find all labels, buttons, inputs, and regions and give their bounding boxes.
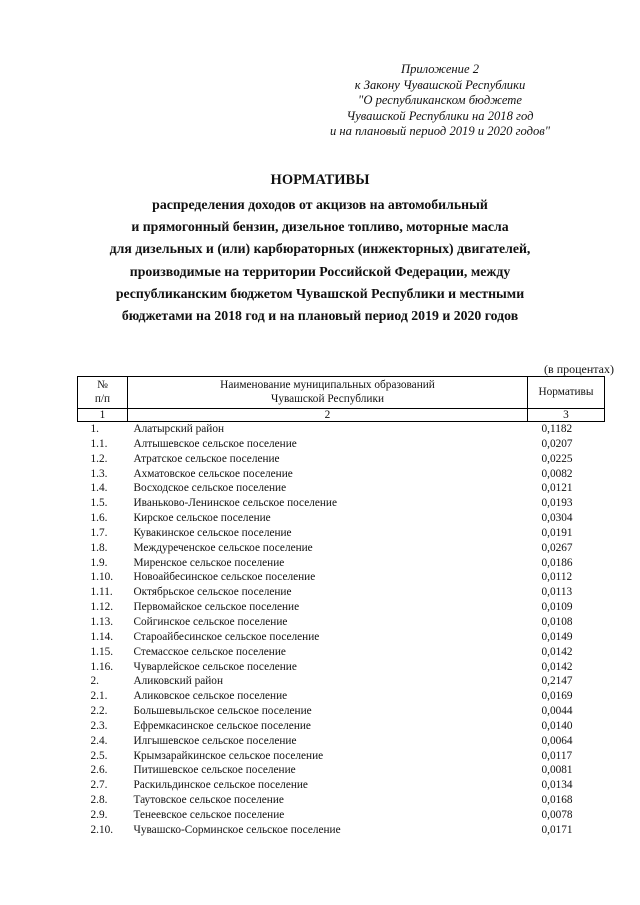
table-row xyxy=(78,437,605,452)
column-number: 2 xyxy=(128,409,528,422)
table-row xyxy=(78,630,605,645)
row-number: 1.13. xyxy=(90,615,114,628)
row-number: 1.3. xyxy=(90,467,108,480)
norm-value: 0,0225 xyxy=(541,452,573,465)
appendix-line: Чувашской Республики на 2018 год xyxy=(346,108,534,123)
norm-value: 0,0140 xyxy=(541,719,573,732)
document-subtitle xyxy=(0,194,640,327)
municipality-name: Аликовский район xyxy=(133,675,223,688)
municipality-name: Кирское сельское поселение xyxy=(133,512,271,525)
norm-value: 0,0168 xyxy=(541,794,573,807)
municipality-name: Чуварлейское сельское поселение xyxy=(133,660,297,673)
norm-value: 0,0149 xyxy=(541,630,573,643)
norm-value: 0,1182 xyxy=(541,423,573,435)
municipality-name: Октябрьское сельское поселение xyxy=(133,586,292,599)
norm-value: 0,0082 xyxy=(541,467,573,480)
norm-value: 0,0142 xyxy=(541,645,573,658)
row-number: 2.4. xyxy=(90,734,108,747)
appendix-line: Приложение 2 xyxy=(400,62,480,76)
subtitle-line: и прямогонный бензин, дизельное топливо, моторные масла xyxy=(131,219,509,235)
municipality-name: Алтышевское сельское поселение xyxy=(133,437,297,450)
municipality-name: Кувакинское сельское поселение xyxy=(133,526,292,539)
table-row xyxy=(78,674,605,689)
municipality-name: Илгышевское сельское поселение xyxy=(133,734,297,747)
municipality-name: Стемасское сельское поселение xyxy=(133,645,286,658)
table-row xyxy=(78,600,605,615)
appendix-line: и на плановый период 2019 и 2020 годов" xyxy=(329,124,551,138)
municipality-name: Аликовское сельское поселение xyxy=(133,690,288,703)
header-number-line1: № xyxy=(97,379,108,391)
table-row xyxy=(78,452,605,467)
norm-value: 0,0186 xyxy=(541,556,573,569)
table-row xyxy=(78,734,605,749)
row-number: 1.10. xyxy=(90,571,114,584)
subtitle-line: распределения доходов от акцизов на автомобильный xyxy=(152,197,488,212)
municipality-name: Сойгинское сельское поселение xyxy=(133,615,288,628)
row-number: 2.3. xyxy=(90,719,108,732)
municipality-name: Новоайбесинское сельское поселение xyxy=(133,571,316,584)
norm-value: 0,0169 xyxy=(541,690,573,703)
row-number: 1.11. xyxy=(90,586,113,599)
norm-value: 0,0304 xyxy=(541,512,573,525)
table-row xyxy=(78,615,605,630)
table-row xyxy=(78,585,605,600)
column-number: 1 xyxy=(78,409,128,422)
norms-table xyxy=(77,376,605,838)
row-number: 1.7. xyxy=(90,526,108,539)
municipality-name: Раскильдинское сельское поселение xyxy=(133,779,308,792)
subtitle-line: производимые на территории Российской Федерации, между xyxy=(129,263,511,279)
norm-value: 0,0108 xyxy=(541,615,573,628)
subtitle-line: республиканским бюджетом Чувашской Республики и местными xyxy=(115,285,525,301)
subtitle-line: бюджетами на 2018 год и на плановый период 2019 и 2020 годов xyxy=(121,308,519,324)
table-body xyxy=(78,422,605,838)
table-row xyxy=(78,660,605,675)
row-number: 1.2. xyxy=(90,452,108,465)
row-number: 2.6. xyxy=(90,764,108,777)
table-row xyxy=(78,481,605,496)
municipality-name: Ефремкасинское сельское поселение xyxy=(133,719,311,732)
norm-value: 0,0113 xyxy=(541,586,573,599)
table-row xyxy=(78,467,605,482)
norm-value: 0,0064 xyxy=(541,734,573,747)
municipality-name: Таутовское сельское поселение xyxy=(133,794,284,807)
units-note: (в процентах) xyxy=(544,362,614,376)
table-row xyxy=(78,793,605,808)
row-number: 1.16. xyxy=(90,660,114,673)
norm-value: 0,0117 xyxy=(541,749,573,762)
municipality-name: Крымзарайкинское сельское поселение xyxy=(133,749,324,762)
norm-value: 0,0171 xyxy=(541,823,573,836)
row-number: 2.8. xyxy=(90,794,108,807)
row-number: 1. xyxy=(90,423,99,435)
municipality-name: Староайбесинское сельское поселение xyxy=(133,630,320,643)
table-header xyxy=(78,377,605,422)
header-number-line2: п/п xyxy=(94,392,111,405)
table-row xyxy=(78,778,605,793)
table-row xyxy=(78,511,605,526)
row-number: 1.15. xyxy=(90,645,114,658)
table-row xyxy=(78,645,605,660)
norm-value: 0,2147 xyxy=(541,675,573,688)
row-number: 1.5. xyxy=(90,497,108,510)
municipality-name: Миренское сельское поселение xyxy=(133,556,285,569)
header-name-line1: Наименование муниципальных образований xyxy=(220,379,435,391)
table-row xyxy=(78,541,605,556)
table-row xyxy=(78,570,605,585)
column-numbers-row xyxy=(78,409,605,422)
header-name-line2: Чувашской Республики xyxy=(270,392,384,405)
municipality-name: Чувашско-Сорминское сельское поселение xyxy=(133,823,341,836)
norm-value: 0,0121 xyxy=(541,482,573,495)
row-number: 2. xyxy=(90,675,99,688)
municipality-name: Междуреченское сельское поселение xyxy=(133,541,313,554)
municipality-name: Алатырский район xyxy=(133,423,225,435)
municipality-name: Восходское сельское поселение xyxy=(133,482,287,495)
norm-value: 0,0191 xyxy=(541,526,573,539)
table-row xyxy=(78,496,605,511)
municipality-name: Ахматовское сельское поселение xyxy=(133,467,293,480)
table-row xyxy=(78,526,605,541)
municipality-name: Первомайское сельское поселение xyxy=(133,601,300,614)
norm-value: 0,0207 xyxy=(541,437,573,450)
norm-value: 0,0134 xyxy=(541,779,573,792)
subtitle-line: для дизельных и (или) карбюраторных (инжекторных) двигателей, xyxy=(109,241,531,257)
norm-value: 0,0109 xyxy=(541,601,573,614)
row-number: 2.7. xyxy=(90,779,108,792)
appendix-line: к Закону Чувашской Республики xyxy=(354,77,526,92)
header-number xyxy=(78,377,128,409)
row-number: 1.9. xyxy=(90,556,108,569)
norm-value: 0,0044 xyxy=(541,705,573,718)
municipality-name: Питишевское сельское поселение xyxy=(133,764,296,777)
table-row xyxy=(78,689,605,704)
column-number: 3 xyxy=(528,409,605,422)
row-number: 1.4. xyxy=(90,482,108,495)
row-number: 1.8. xyxy=(90,541,108,554)
norm-value: 0,0112 xyxy=(541,571,573,584)
row-number: 1.14. xyxy=(90,630,114,643)
row-number: 2.9. xyxy=(90,808,108,821)
header-name xyxy=(128,377,528,409)
table-row xyxy=(78,808,605,823)
row-number: 1.1. xyxy=(90,437,108,450)
municipality-name: Тенеевское сельское поселение xyxy=(133,808,285,821)
table-row xyxy=(78,749,605,764)
document-title: НОРМАТИВЫ xyxy=(270,172,370,188)
norm-value: 0,0142 xyxy=(541,660,573,673)
appendix-line: "О республиканском бюджете xyxy=(358,93,522,107)
header-value: Нормативы xyxy=(528,377,605,409)
norm-value: 0,0078 xyxy=(541,808,573,821)
table-row xyxy=(78,719,605,734)
table-row xyxy=(78,422,605,437)
row-number: 2.2. xyxy=(90,705,108,718)
table-row xyxy=(78,556,605,571)
municipality-name: Большевыльское сельское поселение xyxy=(133,705,312,718)
table-row xyxy=(78,704,605,719)
row-number: 2.10. xyxy=(90,823,114,836)
header-row xyxy=(78,377,605,409)
norm-value: 0,0193 xyxy=(541,497,573,510)
table-row xyxy=(78,823,605,838)
row-number: 2.5. xyxy=(90,749,108,762)
norm-value: 0,0267 xyxy=(541,541,573,554)
row-number: 1.6. xyxy=(90,512,108,525)
municipality-name: Атратское сельское поселение xyxy=(133,452,280,465)
row-number: 1.12. xyxy=(90,601,114,614)
appendix-header xyxy=(290,62,590,140)
norm-value: 0,0081 xyxy=(541,764,573,777)
municipality-name: Иваньково-Ленинское сельское поселение xyxy=(133,497,337,510)
row-number: 2.1. xyxy=(90,690,108,703)
table-row xyxy=(78,763,605,778)
